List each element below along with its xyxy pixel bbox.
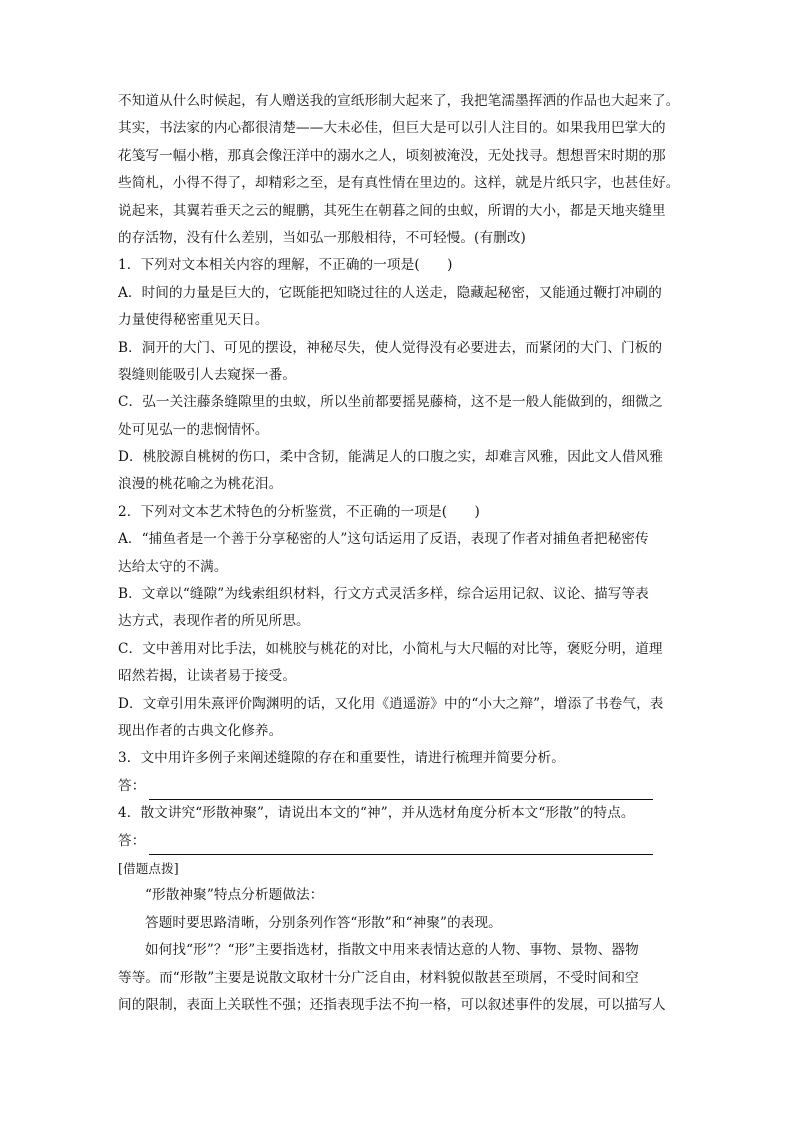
document-page <box>118 88 680 1019</box>
option-c-line[interactable]: C．文中善用对比手法，如桃胶与桃花的对比，小简札与大尺幅的对比等，褒贬分明，道理 <box>118 640 663 657</box>
question-3 <box>118 745 680 800</box>
option-a-line[interactable]: A．“捕鱼者是一个善于分享秘密的人”这句话运用了反语，表现了作者对捕鱼者把秘密传 <box>118 531 649 548</box>
passage-line: 的存活物，没有什么差别，当如弘一那般相待，不可轻慢。(有删改) <box>118 229 526 246</box>
question-stem: 4．散文讲究“形散神聚”，请说出本文的“神”，并从选材角度分析本文“形散”的特点。 <box>118 805 635 822</box>
tips-para-line: 如何找“形”？“形”主要指选材，指散文中用来表情达意的人物、事物、景物、器物 <box>145 942 639 959</box>
answer-row <box>118 828 680 855</box>
answer-label: 答： <box>118 777 146 794</box>
option-c-line[interactable]: 处可见弘一的悲悯情怀。 <box>118 421 269 438</box>
tips-heading: “形散神聚”特点分析题做法： <box>145 887 324 904</box>
answer-row <box>118 773 680 800</box>
answer-blank-line[interactable] <box>149 834 653 855</box>
option-a-line[interactable]: 达给太守的不满。 <box>118 558 228 575</box>
tips-para-line: 间的限制，表面上关联性不强；还指表现手法不拘一格，可以叙述事件的发展，可以描写人 <box>118 996 666 1013</box>
passage-line: 些简札，小得不得了，却精彩之至，是有真性情在里边的。这样，就是片纸只字，也甚佳好。 <box>118 175 680 192</box>
option-b-line[interactable]: B．文章以“缝隙”为线索组织材料，行文方式灵活多样，综合运用记叙、议论、描写等表 <box>118 586 649 603</box>
passage-line: 说起来，其翼若垂天之云的鲲鹏，其死生在朝暮之间的虫蚁，所谓的大小，都是天地夹缝里 <box>118 202 666 219</box>
option-c-line[interactable]: C．弘一关注藤条缝隙里的虫蚁，所以坐前都要摇晃藤椅，这不是一般人能做到的，细微之 <box>118 394 663 411</box>
passage-line: 其实，书法家的内心都很清楚——大未必佳，但巨大是可以引人注目的。如果我用巴掌大的 <box>118 120 666 137</box>
option-a-line[interactable]: 力量使得秘密重见天日。 <box>118 312 269 329</box>
option-b-line[interactable]: B．洞开的大门、可见的摆设，神秘尽失，使人觉得没有必要进去，而紧闭的大门、门板的 <box>118 339 663 356</box>
question-4 <box>118 800 680 855</box>
passage-line: 花笺写一幅小楷，那真会像汪洋中的溺水之人，顷刻被淹没，无处找寻。想想晋宋时期的那 <box>118 147 666 164</box>
tips-para-line: 等等。而“形散”主要是说散文取材十分广泛自由，材料貌似散甚至琐屑，不受时间和空 <box>118 969 639 986</box>
question-stem: 3．文中用许多例子来阐述缝隙的存在和重要性，请进行梳理并简要分析。 <box>118 750 565 767</box>
option-b-line[interactable]: 裂缝则能吸引人去窥探一番。 <box>118 366 297 383</box>
option-d-line[interactable]: 浪漫的桃花喻之为桃花泪。 <box>118 476 283 493</box>
tips-title: [借题点拨] <box>118 860 179 876</box>
question-2 <box>118 499 680 746</box>
option-d-line[interactable]: D．桃胶源自桃树的伤口，柔中含韧，能满足人的口腹之实，却难言风雅，因此文人借风雅 <box>118 449 664 466</box>
option-a-line[interactable]: A．时间的力量是巨大的，它既能把知晓过往的人送走，隐藏起秘密，又能通过鞭打冲刷的 <box>118 284 662 301</box>
answer-label: 答： <box>118 832 146 849</box>
passage-excerpt <box>118 88 680 252</box>
question-1 <box>118 252 680 499</box>
option-b-line[interactable]: 达方式，表现作者的所见所思。 <box>118 613 310 630</box>
question-stem: 2．下列对文本艺术特色的分析鉴赏，不正确的一项是( ) <box>118 503 480 520</box>
question-stem: 1．下列对文本相关内容的理解，不正确的一项是( ) <box>118 257 453 274</box>
passage-line: 不知道从什么时候起，有人赠送我的宣纸形制大起来了，我把笔濡墨挥洒的作品也大起来了。 <box>118 93 680 109</box>
option-d-line[interactable]: D．文章引用朱熹评价陶渊明的话，又化用《逍遥游》中的“小大之辩”，增添了书卷气，表 <box>118 695 664 712</box>
option-c-line[interactable]: 昭然若揭，让读者易于接受。 <box>118 668 297 685</box>
option-d-line[interactable]: 现出作者的古典文化修养。 <box>118 722 283 739</box>
tips-section <box>118 855 680 1019</box>
tips-line: 答题时要思路清晰，分别条列作答“形散”和“神聚”的表现。 <box>145 914 502 931</box>
answer-blank-line[interactable] <box>149 779 653 800</box>
